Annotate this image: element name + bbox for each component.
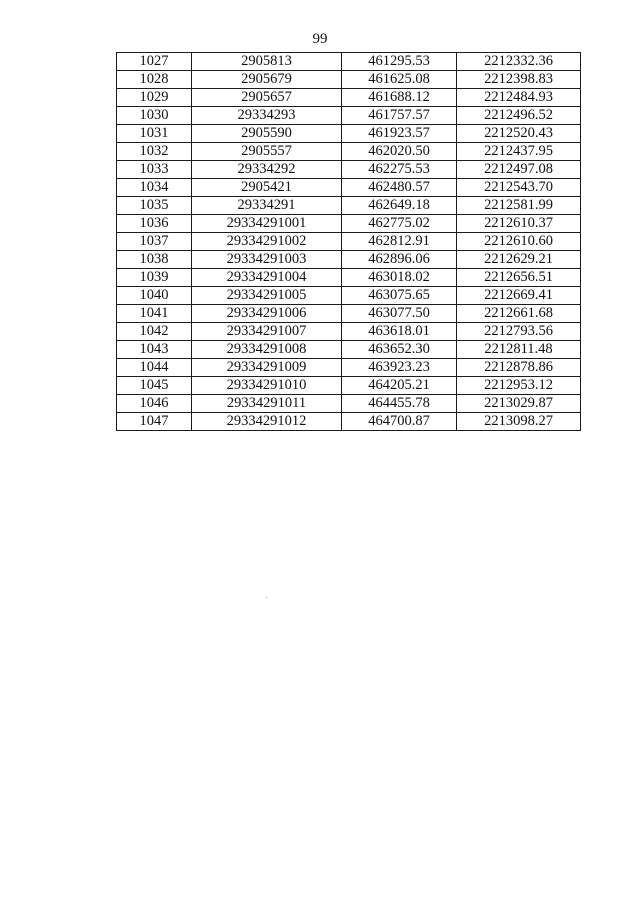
cadastral-number-cell: 29334291007	[192, 323, 342, 341]
cadastral-number-cell: 2905657	[192, 89, 342, 107]
y-coordinate-cell: 2212629.21	[457, 251, 581, 269]
point-number-cell: 1045	[117, 377, 192, 395]
y-coordinate-cell: 2212793.56	[457, 323, 581, 341]
point-number-cell: 1035	[117, 197, 192, 215]
x-coordinate-cell: 464455.78	[342, 395, 457, 413]
y-coordinate-cell: 2212656.51	[457, 269, 581, 287]
x-coordinate-cell: 462275.53	[342, 161, 457, 179]
y-coordinate-cell: 2212437.95	[457, 143, 581, 161]
point-number-cell: 1032	[117, 143, 192, 161]
x-coordinate-cell: 461295.53	[342, 53, 457, 71]
x-coordinate-cell: 462812.91	[342, 233, 457, 251]
x-coordinate-cell: 463923.23	[342, 359, 457, 377]
x-coordinate-cell: 462480.57	[342, 179, 457, 197]
coordinates-table	[116, 52, 581, 431]
point-number-cell: 1028	[117, 71, 192, 89]
table-row	[117, 215, 581, 233]
point-number-cell: 1042	[117, 323, 192, 341]
cadastral-number-cell: 29334291009	[192, 359, 342, 377]
cadastral-number-cell: 29334291008	[192, 341, 342, 359]
x-coordinate-cell: 462020.50	[342, 143, 457, 161]
table-row	[117, 161, 581, 179]
table-row	[117, 125, 581, 143]
point-number-cell: 1044	[117, 359, 192, 377]
cadastral-number-cell: 29334291012	[192, 413, 342, 431]
cadastral-number-cell: 2905590	[192, 125, 342, 143]
table-row	[117, 359, 581, 377]
x-coordinate-cell: 461757.57	[342, 107, 457, 125]
point-number-cell: 1033	[117, 161, 192, 179]
x-coordinate-cell: 462649.18	[342, 197, 457, 215]
table-row	[117, 305, 581, 323]
y-coordinate-cell: 2212610.37	[457, 215, 581, 233]
point-number-cell: 1041	[117, 305, 192, 323]
cadastral-number-cell: 29334291010	[192, 377, 342, 395]
y-coordinate-cell: 2212484.93	[457, 89, 581, 107]
x-coordinate-cell: 461688.12	[342, 89, 457, 107]
cadastral-number-cell: 29334291001	[192, 215, 342, 233]
point-number-cell: 1047	[117, 413, 192, 431]
coordinates-table-body	[117, 53, 581, 431]
table-row	[117, 323, 581, 341]
table-row	[117, 251, 581, 269]
point-number-cell: 1039	[117, 269, 192, 287]
point-number-cell: 1043	[117, 341, 192, 359]
table-row	[117, 143, 581, 161]
y-coordinate-cell: 2212497.08	[457, 161, 581, 179]
y-coordinate-cell: 2212332.36	[457, 53, 581, 71]
y-coordinate-cell: 2212811.48	[457, 341, 581, 359]
x-coordinate-cell: 463652.30	[342, 341, 457, 359]
y-coordinate-cell: 2212520.43	[457, 125, 581, 143]
y-coordinate-cell: 2212661.68	[457, 305, 581, 323]
x-coordinate-cell: 463018.02	[342, 269, 457, 287]
y-coordinate-cell: 2212581.99	[457, 197, 581, 215]
y-coordinate-cell: 2213098.27	[457, 413, 581, 431]
page-number: 99	[312, 31, 328, 47]
point-number-cell: 1027	[117, 53, 192, 71]
point-number-cell: 1036	[117, 215, 192, 233]
table-row	[117, 179, 581, 197]
y-coordinate-cell: 2213029.87	[457, 395, 581, 413]
point-number-cell: 1031	[117, 125, 192, 143]
y-coordinate-cell: 2212878.86	[457, 359, 581, 377]
cadastral-number-cell: 29334292	[192, 161, 342, 179]
x-coordinate-cell: 461923.57	[342, 125, 457, 143]
x-coordinate-cell: 462896.06	[342, 251, 457, 269]
y-coordinate-cell: 2212953.12	[457, 377, 581, 395]
y-coordinate-cell: 2212669.41	[457, 287, 581, 305]
y-coordinate-cell: 2212610.60	[457, 233, 581, 251]
table-row	[117, 413, 581, 431]
cadastral-number-cell: 29334291	[192, 197, 342, 215]
table-row	[117, 71, 581, 89]
cadastral-number-cell: 29334291004	[192, 269, 342, 287]
cadastral-number-cell: 29334293	[192, 107, 342, 125]
x-coordinate-cell: 463077.50	[342, 305, 457, 323]
x-coordinate-cell: 462775.02	[342, 215, 457, 233]
point-number-cell: 1046	[117, 395, 192, 413]
x-coordinate-cell: 463075.65	[342, 287, 457, 305]
table-row	[117, 53, 581, 71]
cadastral-number-cell: 29334291006	[192, 305, 342, 323]
table-row	[117, 395, 581, 413]
point-number-cell: 1040	[117, 287, 192, 305]
cadastral-number-cell: 29334291005	[192, 287, 342, 305]
x-coordinate-cell: 461625.08	[342, 71, 457, 89]
point-number-cell: 1038	[117, 251, 192, 269]
table-row	[117, 377, 581, 395]
cadastral-number-cell: 2905679	[192, 71, 342, 89]
cadastral-number-cell: 2905421	[192, 179, 342, 197]
point-number-cell: 1030	[117, 107, 192, 125]
cadastral-number-cell: 29334291011	[192, 395, 342, 413]
point-number-cell: 1034	[117, 179, 192, 197]
point-number-cell: 1037	[117, 233, 192, 251]
cadastral-number-cell: 2905813	[192, 53, 342, 71]
table-row	[117, 269, 581, 287]
table-row	[117, 107, 581, 125]
x-coordinate-cell: 464205.21	[342, 377, 457, 395]
table-row	[117, 89, 581, 107]
table-row	[117, 197, 581, 215]
cadastral-number-cell: 29334291002	[192, 233, 342, 251]
cadastral-number-cell: 2905557	[192, 143, 342, 161]
y-coordinate-cell: 2212496.52	[457, 107, 581, 125]
table-row	[117, 341, 581, 359]
scan-speck	[266, 597, 267, 598]
y-coordinate-cell: 2212398.83	[457, 71, 581, 89]
x-coordinate-cell: 464700.87	[342, 413, 457, 431]
y-coordinate-cell: 2212543.70	[457, 179, 581, 197]
x-coordinate-cell: 463618.01	[342, 323, 457, 341]
point-number-cell: 1029	[117, 89, 192, 107]
table-row	[117, 233, 581, 251]
table-row	[117, 287, 581, 305]
cadastral-number-cell: 29334291003	[192, 251, 342, 269]
